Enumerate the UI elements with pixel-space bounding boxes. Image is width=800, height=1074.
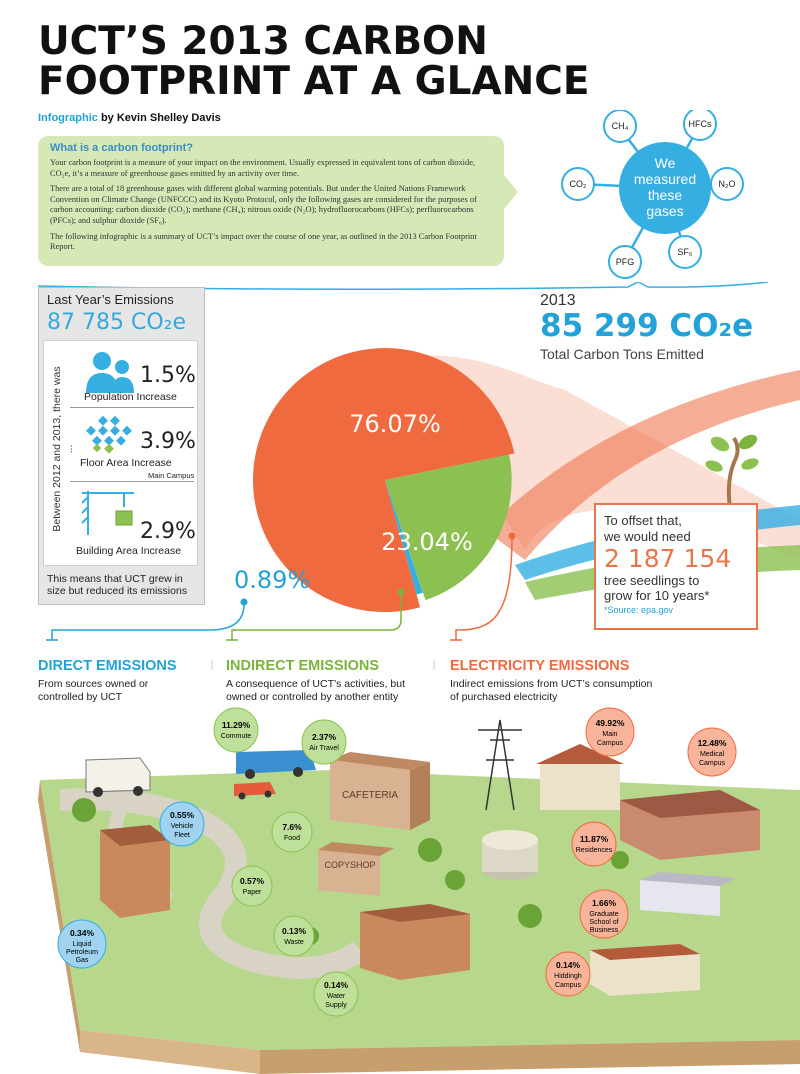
bubble-food-pct: 7.6% (282, 822, 302, 832)
last-year-label: Last Year’s Emissions (47, 292, 174, 307)
bubble-gsb-label-1: Graduate (589, 911, 619, 918)
cafeteria-sign: CAFETERIA (341, 790, 399, 801)
bubble-hiddingh-label-2: Campus (554, 982, 582, 989)
total-value: 85 299 CO₂e (540, 308, 754, 344)
bubble-paper-label: Paper (242, 889, 262, 896)
bubble-vehicle-fleet-label-2: Fleet (174, 832, 190, 839)
bubble-lpg-label-3: Gas (75, 957, 89, 964)
minibus (86, 758, 150, 797)
bubble-gsb-label-2: School of (589, 919, 619, 926)
building-area-increase-value: 2.9% (140, 519, 196, 544)
bubble-water-label-1: Water (326, 993, 346, 1000)
offset-line-3: tree seedlings to (604, 573, 700, 588)
population-increase-label: Population Increase (84, 391, 177, 403)
intro-paragraph-1: Your carbon footprint is a measure of your impact on the environment. Usually expressed in equivalent tons of carbon dioxide, CO₂e, it’s a measure of greenhouse gases emitted by an activity over time. (50, 158, 476, 178)
bubble-commute-label: Commute (220, 733, 252, 740)
gases-center-line-2: measured (633, 171, 697, 187)
total-label: Total Carbon Tons Emitted (540, 346, 704, 362)
bubble-main-campus-pct: 49.92% (595, 718, 625, 728)
title-line-2: FOOTPRINT AT A GLANCE (38, 59, 590, 104)
floor-area-increase-sub: Main Campus (148, 471, 195, 480)
indirect-emissions-title: INDIRECT EMISSIONS (226, 658, 380, 674)
seedling-icon (690, 428, 770, 508)
bubble-main-campus-label-1: Main (602, 731, 618, 738)
comparison-side-note: Between 2012 and 2013, there was ... (51, 366, 75, 532)
electricity-desc-line-2: of purchased electricity (450, 691, 558, 703)
offset-line-1: To offset that, (604, 513, 682, 528)
population-increase-value: 1.5% (140, 363, 196, 388)
bubble-gsb-pct: 1.66% (591, 898, 617, 908)
direct-emissions-title: DIRECT EMISSIONS (38, 658, 177, 674)
left-building (100, 825, 170, 918)
title-line-1: UCT’S 2013 CARBON (38, 19, 488, 64)
bubble-hiddingh-label-1: Hiddingh (554, 973, 582, 980)
copyshop-sign: COPYSHOP (324, 860, 376, 870)
bubble-vehicle-fleet-pct: 0.55% (169, 810, 195, 820)
gas-co2: CO₂ (569, 179, 587, 189)
residences-building (482, 830, 538, 880)
floor-area-increase-value: 3.9% (140, 429, 196, 454)
intro-paragraph-2: There are a total of 18 greenhouse gases with different global warming potentials. But under the United Nations Framework Convention on Climate Change (UNFCCC) and its Kyoto Protocol, only the following gases are considered for the purposes of carbon accounting: carbon dioxide (CO₂); methane (CH₄); nitrous oxide (N₂O); hydrofluorocarbons (HFCs); perfluorocarbons (PFCs); and sulphur dioxide (SF₆). (50, 184, 477, 225)
indirect-desc-line-1: A consequence of UCT’s activities, but (226, 678, 405, 690)
bubble-waste-pct: 0.13% (281, 926, 307, 936)
campus-map-illustration (0, 700, 800, 1074)
intro-box-pointer (500, 170, 518, 214)
gas-n2o: N₂O (718, 179, 736, 189)
offset-line-2: we would need (604, 529, 691, 544)
bubble-paper-pct: 0.57% (239, 876, 265, 886)
intro-box (38, 136, 504, 266)
bubble-air-travel-label: Air Travel (309, 745, 339, 752)
indirect-pct-label: 23.04% (381, 528, 473, 556)
gases-center-line-1: We (654, 155, 676, 171)
last-year-value: 87 785 CO₂e (47, 310, 187, 335)
bubble-vehicle-fleet-label-1: Vehicle (170, 823, 194, 830)
electricity-pct-label: 76.07% (349, 410, 441, 438)
page-title (38, 19, 638, 104)
bubble-lpg-label-1: Liquid (72, 941, 92, 948)
direct-desc-line-2: controlled by UCT (38, 691, 123, 703)
bubble-medical-pct: 12.48% (697, 738, 727, 748)
intro-heading: What is a carbon footprint? (50, 142, 193, 154)
byline-lead: Infographic (38, 112, 98, 124)
bubble-waste-label: Waste (284, 939, 304, 946)
cafeteria-building (330, 752, 430, 830)
total-year: 2013 (540, 292, 576, 309)
gases-center-line-3: these (647, 187, 683, 203)
floor-area-icon (80, 415, 140, 455)
bubble-commute-pct: 11.29% (221, 720, 251, 730)
bubble-water-label-2: Supply (325, 1002, 347, 1009)
electricity-emissions-title: ELECTRICITY EMISSIONS (450, 658, 630, 674)
byline (38, 112, 221, 124)
gas-hfcs: HFCs (688, 119, 712, 129)
bubble-gsb-label-3: Business (589, 927, 619, 934)
bubble-medical-label-1: Medical (699, 751, 725, 758)
bubble-food-label: Food (284, 835, 300, 842)
central-building (360, 904, 470, 980)
bubble-water-pct: 0.14% (323, 980, 349, 990)
gases-diagram (545, 110, 785, 285)
offset-line-4: grow for 10 years* (604, 588, 710, 603)
direct-pct-label: 0.89% (234, 566, 311, 594)
hiddingh-building (590, 944, 700, 996)
gas-sf6: SF₆ (677, 247, 693, 257)
direct-desc-line-1: From sources owned or (38, 678, 149, 690)
gas-pfg: PFG (615, 257, 635, 267)
people-icon (84, 349, 136, 395)
indirect-desc-line-2: owned or controlled by another entity (226, 691, 399, 703)
gas-ch4: CH₄ (611, 121, 629, 131)
offset-source: *Source: epa.gov (604, 605, 674, 615)
growth-note: This means that UCT grew in size but reduced its emissions (47, 573, 188, 597)
building-area-increase-label: Building Area Increase (76, 545, 182, 557)
section-connectors (0, 530, 800, 670)
floor-area-increase-label: Floor Area Increase (80, 457, 172, 469)
bubble-main-campus-label-2: Campus (596, 740, 624, 747)
bubble-hiddingh-pct: 0.14% (555, 960, 581, 970)
gases-center-line-4: gases (646, 203, 684, 219)
bubble-residences-label: Residences (575, 847, 613, 854)
bubble-lpg-pct: 0.34% (69, 928, 95, 938)
electricity-desc-line-1: Indirect emissions from UCT’s consumption (450, 678, 653, 690)
bubble-medical-label-2: Campus (698, 760, 726, 767)
bubble-residences-pct: 11.87% (579, 834, 609, 844)
medical-campus-building (620, 790, 760, 860)
bubble-lpg-label-2: Petroleum (66, 949, 98, 956)
byline-author: by Kevin Shelley Davis (100, 112, 221, 124)
offset-value: 2 187 154 (604, 544, 732, 573)
bubble-air-travel-pct: 2.37% (311, 732, 337, 742)
intro-paragraph-3: The following infographic is a summary of UCT’s impact over the course of one year, as outlined in the 2013 Carbon Footprint Report. (50, 231, 477, 252)
